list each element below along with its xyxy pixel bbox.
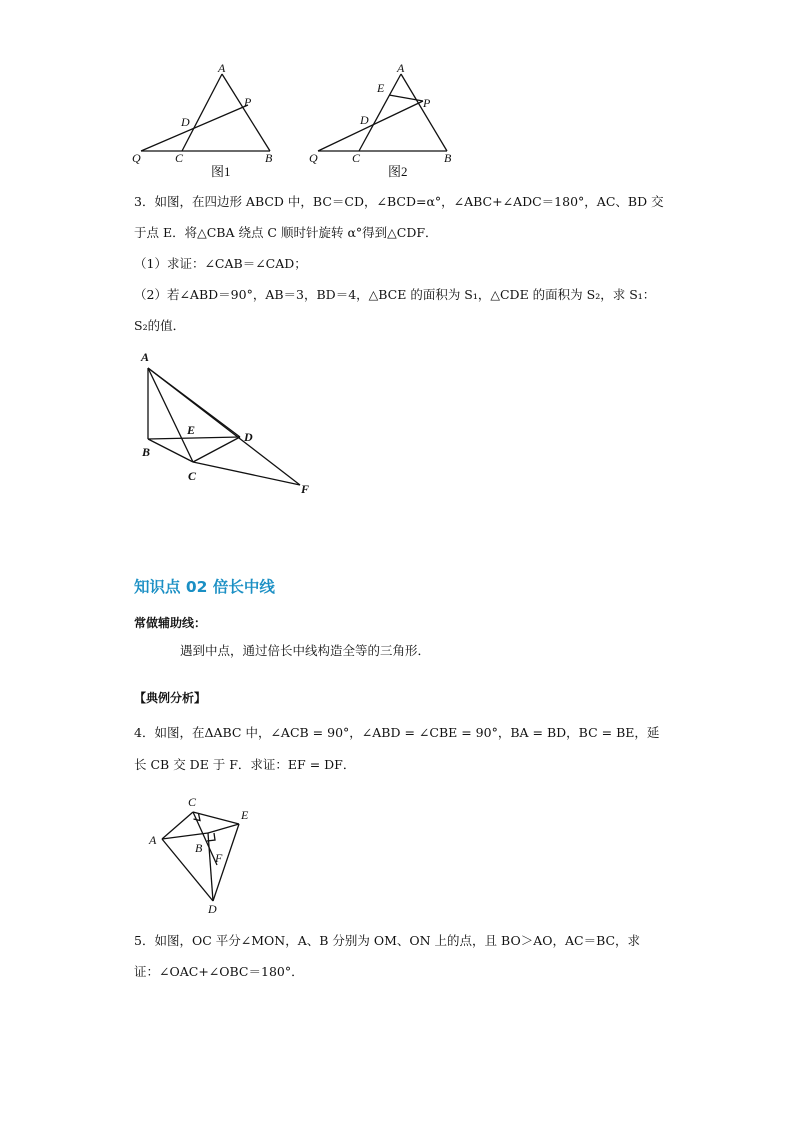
fig4-label-b: B — [195, 841, 203, 855]
problem-3-part-2b: S₂的值． — [134, 318, 186, 333]
problem-3-line-2: 于点 E．将△CBA 绕点 C 顺时针旋转 α°得到△CDF． — [134, 225, 438, 240]
fig2-label-b: B — [444, 151, 452, 165]
fig3-label-c: C — [188, 469, 197, 483]
fig2-label-e: E — [377, 81, 385, 95]
fig1-label-d: D — [181, 115, 190, 129]
fig1-label-a: A — [218, 61, 226, 75]
fig3-label-e: E — [187, 423, 196, 437]
fig4-label-f: F — [215, 851, 223, 865]
problem-4-line-2: 长 CB 交 DE 于 F．求证：EF = DF． — [134, 757, 356, 772]
problem-3-part-1: （1）求证：∠CAB＝∠CAD； — [134, 256, 307, 271]
fig1-caption: 图1 — [211, 164, 231, 179]
section-body: 遇到中点，通过倍长中线构造全等的三角形． — [180, 643, 431, 658]
fig2-label-a: A — [397, 61, 405, 75]
figure-4 — [145, 793, 265, 918]
fig2-label-q: Q — [309, 151, 318, 165]
fig1-label-b: B — [265, 151, 273, 165]
fig3-label-d: D — [244, 430, 253, 444]
fig1-label-c: C — [175, 151, 184, 165]
fig2-label-c: C — [352, 151, 361, 165]
fig4-label-c: C — [188, 795, 197, 809]
fig3-label-a: A — [141, 350, 150, 364]
problem-5-line-1: 5．如图，OC 平分∠MON，A、B 分别为 OM、ON 上的点，且 BO＞AO，AC＝BC，求 — [134, 933, 641, 948]
problem-3-part-2a: （2）若∠ABD＝90°，AB＝3，BD＝4，△BCE 的面积为 S₁，△CDE 的面积为 S₂，求 S₁： — [134, 287, 656, 302]
fig4-label-d: D — [208, 902, 217, 916]
fig4-label-a: A — [149, 833, 157, 847]
problem-5-line-2: 证：∠OAC+∠OBC＝180°． — [134, 964, 304, 979]
fig3-label-b: B — [142, 445, 151, 459]
fig2-label-p: P — [423, 96, 431, 110]
fig3-label-f: F — [301, 482, 310, 496]
fig2-label-d: D — [360, 113, 369, 127]
figure-3 — [130, 345, 330, 500]
fig2-caption: 图2 — [388, 164, 408, 179]
fig1-label-q: Q — [132, 151, 141, 165]
section-title: 知识点 02 倍长中线 — [134, 578, 275, 596]
figure-1 — [128, 58, 288, 183]
figure-2 — [305, 58, 465, 183]
fig4-label-e: E — [241, 808, 249, 822]
example-label: 【典例分析】 — [134, 691, 207, 705]
problem-3-line-1: 3．如图，在四边形 ABCD 中，BC＝CD，∠BCD=α°，∠ABC+∠ADC＝180°，AC、BD 交 — [134, 194, 664, 209]
problem-4-line-1: 4．如图，在ΔABC 中，∠ACB = 90°，∠ABD = ∠CBE = 90°，BA = BD，BC = BE，延 — [134, 725, 660, 740]
section-subtitle: 常做辅助线： — [134, 616, 207, 630]
fig1-label-p: P — [244, 95, 252, 109]
